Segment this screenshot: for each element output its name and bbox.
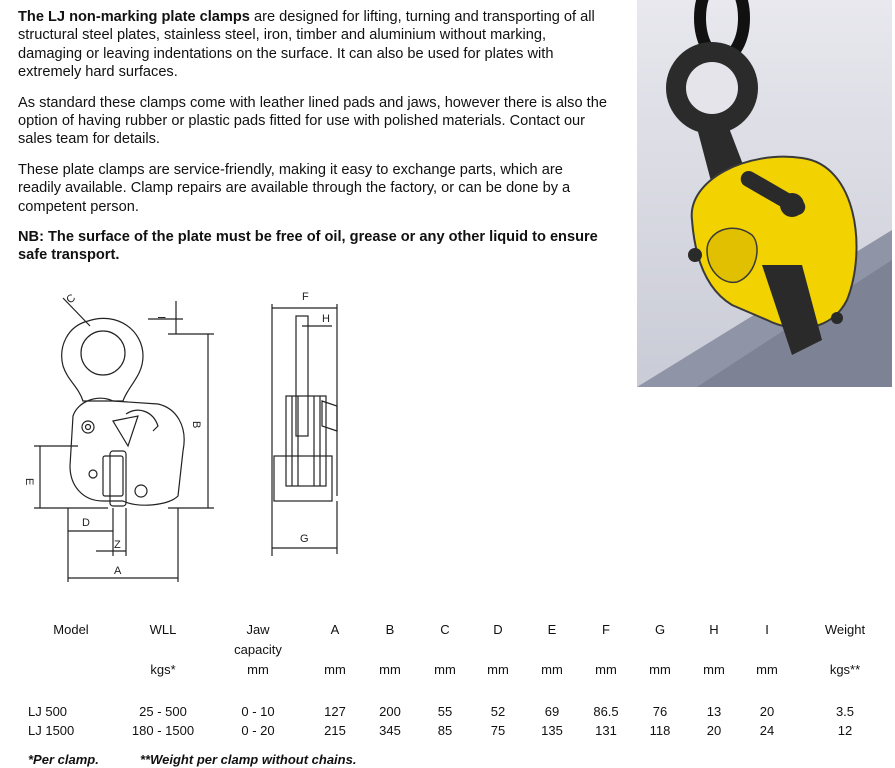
header-weight: Weight	[824, 622, 866, 637]
units-row	[18, 662, 890, 682]
cell-wll: 25 - 500	[139, 704, 187, 719]
unit-h: mm	[703, 662, 725, 677]
cell-f: 131	[595, 723, 617, 738]
unit-f: mm	[595, 662, 617, 677]
header-row-2	[18, 642, 890, 662]
cell-f: 86.5	[593, 704, 619, 719]
label-i: I	[155, 316, 167, 320]
cell-h: 13	[706, 704, 722, 719]
cell-model: LJ 1500	[28, 723, 75, 738]
product-photo	[637, 0, 892, 387]
header-row	[18, 622, 890, 642]
header-e: E	[547, 622, 557, 637]
unit-e: mm	[541, 662, 563, 677]
cell-d: 52	[490, 704, 506, 719]
intro-paragraph-2: As standard these clamps come with leather lined pads and jaws, however there is also the option of having rubber or plastic pads fitted for use with polished materials. Contact our sales team for details.	[18, 94, 607, 148]
header-h: H	[709, 622, 719, 637]
label-b: B	[190, 421, 202, 429]
unit-c: mm	[434, 662, 456, 677]
eye-hole	[81, 331, 125, 375]
intro-product-name: The LJ non-marking plate clamps	[18, 9, 250, 25]
cell-b: 200	[379, 704, 401, 719]
label-h: H	[322, 313, 330, 325]
cell-b: 345	[379, 723, 401, 738]
cell-weight: 12	[837, 723, 853, 738]
intro-paragraph-1	[18, 8, 608, 82]
cell-model: LJ 500	[28, 704, 68, 719]
cell-wll: 180 - 1500	[131, 723, 195, 738]
table-row	[18, 704, 890, 724]
header-model: Model	[53, 622, 89, 637]
header-f: F	[602, 622, 610, 637]
cell-c: 55	[437, 704, 453, 719]
front-view-drawing	[18, 286, 228, 586]
cell-e: 135	[541, 723, 563, 738]
header-b: B	[385, 622, 395, 637]
label-a: A	[114, 565, 122, 577]
label-z: Z	[114, 539, 121, 551]
intro-p1-text: are designed for lifting, turning and transporting of all structural steel plates, stainless steel, iron, timber and aluminium without marking, damaging or leaving indentations on the surface. It can also be used for plates with extremely hard surfaces.	[18, 9, 595, 81]
label-e: E	[23, 478, 35, 486]
footnote-per-clamp: *Per clamp.	[28, 752, 99, 767]
cell-a: 127	[324, 704, 346, 719]
label-d: D	[82, 517, 90, 529]
unit-b: mm	[379, 662, 401, 677]
cell-c: 85	[437, 723, 453, 738]
cell-g: 118	[649, 723, 671, 738]
header-wll: WLL	[149, 622, 177, 637]
jaw-side	[274, 456, 332, 501]
body-cutout	[113, 416, 138, 446]
intro-text	[18, 8, 608, 277]
cell-jaw: 0 - 10	[241, 704, 275, 719]
cell-jaw: 0 - 20	[241, 723, 275, 738]
unit-weight: kgs**	[829, 662, 861, 677]
cell-i: 24	[759, 723, 775, 738]
header-a: A	[330, 622, 340, 637]
unit-wll: kgs*	[150, 662, 176, 677]
label-g: G	[300, 533, 309, 545]
header-d: D	[493, 622, 503, 637]
footnote-weight: **Weight per clamp without chains.	[140, 752, 357, 767]
cell-a: 215	[324, 723, 346, 738]
unit-i: mm	[756, 662, 778, 677]
intro-nb-note: NB: The surface of the plate must be free of oil, grease or any other liquid to ensure safe transport.	[18, 229, 598, 264]
cell-h: 20	[706, 723, 722, 738]
header-jaw: Jaw	[246, 622, 270, 637]
intro-paragraph-3: These plate clamps are service-friendly, making it easy to exchange parts, which are readily available. Clamp repairs are available through the factory, or can be done by a competent person.	[18, 161, 571, 215]
unit-a: mm	[324, 662, 346, 677]
table-row	[18, 723, 890, 743]
body-outline	[70, 398, 184, 505]
unit-jaw: mm	[247, 662, 269, 677]
cell-g: 76	[652, 704, 668, 719]
cell-weight: 3.5	[835, 704, 855, 719]
header-g: G	[654, 622, 666, 637]
header-c: C	[440, 622, 450, 637]
unit-d: mm	[487, 662, 509, 677]
header-i: I	[765, 622, 769, 637]
cell-e: 69	[544, 704, 560, 719]
side-view-drawing	[262, 286, 362, 566]
unit-g: mm	[649, 662, 671, 677]
cell-i: 20	[759, 704, 775, 719]
label-f: F	[302, 291, 309, 303]
cell-d: 75	[490, 723, 506, 738]
label-c: C	[64, 291, 79, 307]
header-capacity: capacity	[234, 642, 282, 657]
